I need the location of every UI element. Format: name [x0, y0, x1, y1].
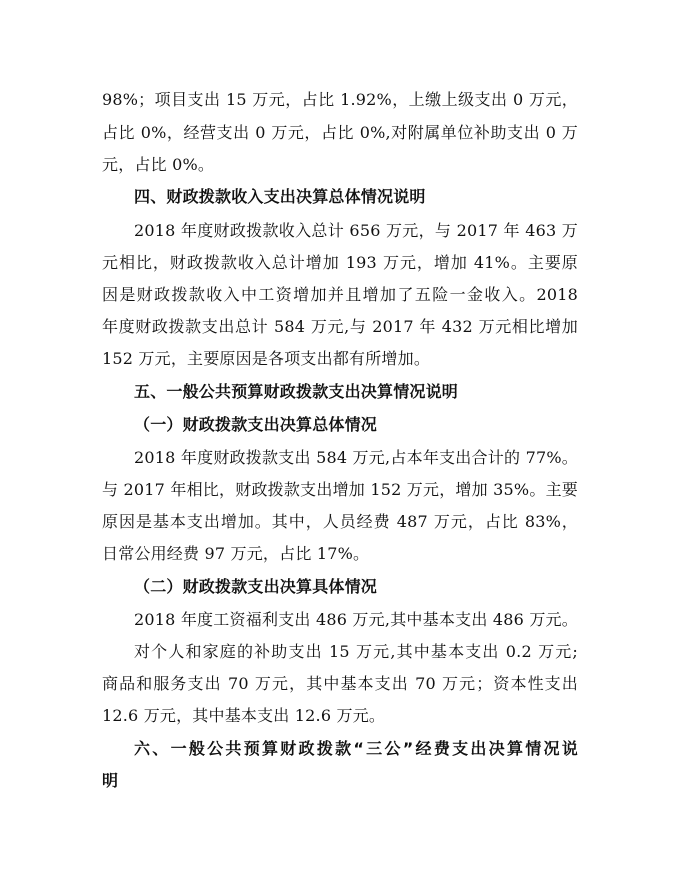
- section-6-heading: 六、一般公共预算财政拨款“三公”经费支出决算情况说: [134, 739, 578, 758]
- body-line-9: 152 万元，主要原因是各项支出都有所增加。: [102, 349, 431, 368]
- body-line-7: 因是财政拨款收入中工资增加并且增加了五险一金收入。2018: [102, 285, 578, 304]
- body-line-14: 原因是基本支出增加。其中，人员经费 487 万元，占比 83%，: [102, 512, 578, 531]
- body-line-18: 对个人和家庭的补助支出 15 万元,其中基本支出 0.2 万元;: [134, 642, 578, 661]
- subsection-1-heading: （一）财政拨款支出决算总体情况: [134, 415, 378, 434]
- body-line-15: 日常公用经费 97 万元，占比 17%。: [102, 544, 370, 563]
- section-5-heading: 五、一般公共预算财政拨款支出决算情况说明: [134, 382, 459, 401]
- body-line-12: 2018 年度财政拨款支出 584 万元,占本年支出合计的 77%。: [134, 448, 578, 467]
- body-line-17: 2018 年度工资福利支出 486 万元,其中基本支出 486 万元。: [134, 610, 578, 629]
- body-line-19: 商品和服务支出 70 万元，其中基本支出 70 万元；资本性支出: [102, 674, 578, 693]
- body-line-13: 与 2017 年相比，财政拨款支出增加 152 万元，增加 35%。主要: [102, 480, 578, 499]
- body-line-3: 元，占比 0%。: [102, 155, 215, 174]
- section-4-heading: 四、财政拨款收入支出决算总体情况说明: [134, 187, 426, 206]
- body-line-20: 12.6 万元，其中基本支出 12.6 万元。: [102, 706, 386, 725]
- body-line-8: 年度财政拨款支出总计 584 万元,与 2017 年 432 万元相比增加: [102, 317, 578, 336]
- section-6-heading-cont: 明: [102, 771, 119, 790]
- body-line-1: 98%；项目支出 15 万元，占比 1.92%，上缴上级支出 0 万元，: [102, 90, 578, 109]
- body-line-6: 元相比，财政拨款收入总计增加 193 万元，增加 41%。主要原: [102, 253, 578, 272]
- subsection-2-heading: （二）财政拨款支出决算具体情况: [134, 577, 378, 596]
- body-line-2: 占比 0%，经营支出 0 万元，占比 0%,对附属单位补助支出 0 万: [102, 123, 578, 142]
- body-line-5: 2018 年度财政拨款收入总计 656 万元，与 2017 年 463 万: [134, 221, 578, 240]
